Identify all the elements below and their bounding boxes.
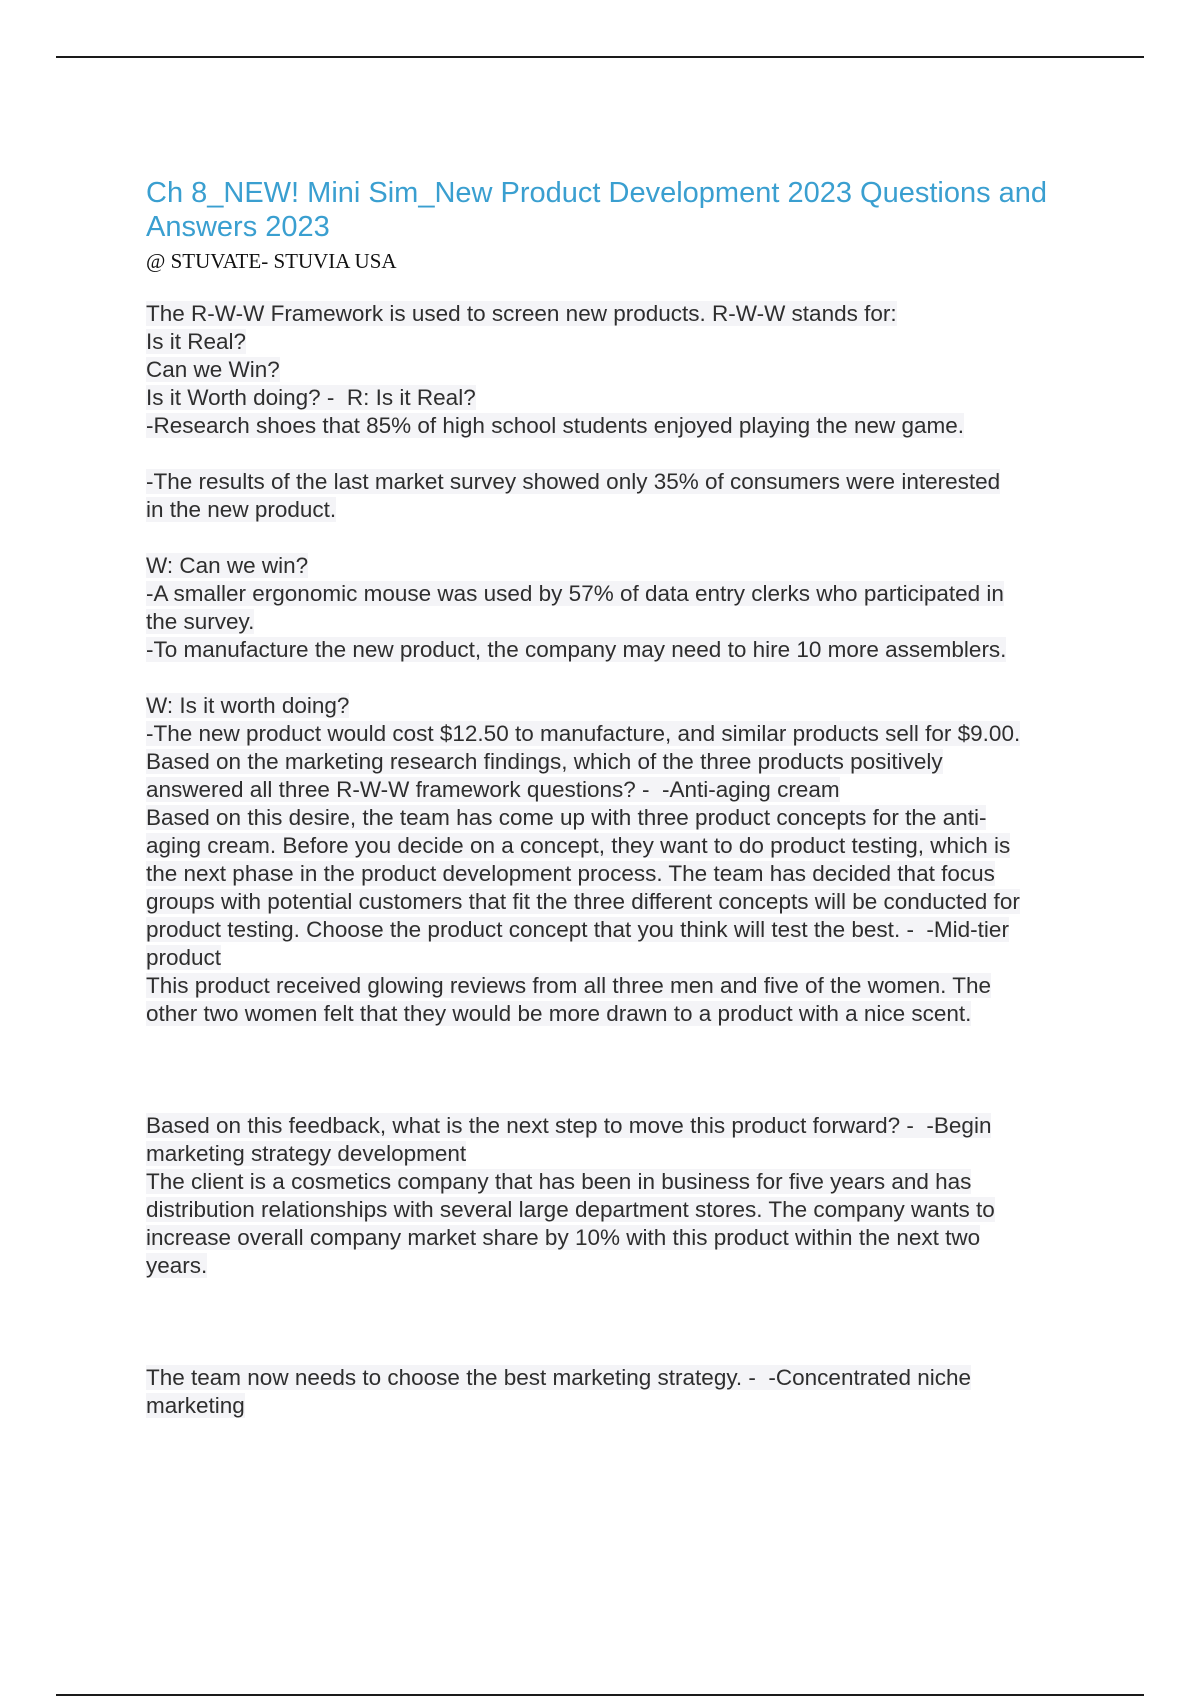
text-line: product [146, 945, 222, 970]
text-line: distribution relationships with several large department stores. The company wants to [146, 1197, 995, 1222]
text-line: groups with potential customers that fit the three different concepts will be conducted for [146, 889, 1020, 914]
text-line: W: Can we win? [146, 553, 309, 578]
text-line: -The results of the last market survey showed only 35% of consumers were interested [146, 469, 1001, 494]
text-line: This product received glowing reviews from all three men and five of the women. The [146, 973, 991, 998]
text-line: answered all three R-W-W framework questions? - -Anti-aging cream [146, 777, 840, 802]
text-line: in the new product. [146, 497, 337, 522]
text-line: -The new product would cost $12.50 to manufacture, and similar products sell for $9.00. [146, 721, 1021, 746]
document-subtitle: @ STUVATE- STUVIA USA [146, 249, 397, 273]
paragraph-gap [146, 524, 1096, 552]
footer-rule [56, 1694, 1144, 1696]
paragraph [146, 468, 1096, 524]
paragraph-gap [146, 1280, 1096, 1364]
text-line: Is it Worth doing? - R: Is it Real? [146, 385, 476, 410]
text-line: marketing strategy development [146, 1141, 467, 1166]
text-line: Based on this feedback, what is the next step to move this product forward? - -Begin [146, 1113, 992, 1138]
qa-content [146, 300, 1096, 1420]
paragraph-gap [146, 664, 1096, 692]
text-line: The R-W-W Framework is used to screen new products. R-W-W stands for: [146, 301, 897, 326]
text-line: increase overall company market share by 10% with this product within the next two [146, 1225, 981, 1250]
text-line: Can we Win? [146, 357, 280, 382]
text-line: The client is a cosmetics company that has been in business for five years and has [146, 1169, 972, 1194]
document-body [146, 176, 1096, 1420]
text-line: product testing. Choose the product concept that you think will test the best. - -Mid-tier [146, 917, 1009, 942]
paragraph [146, 1364, 1096, 1420]
text-line: -Research shoes that 85% of high school students enjoyed playing the new game. [146, 413, 965, 438]
text-line: years. [146, 1253, 208, 1278]
paragraph-gap [146, 1028, 1096, 1112]
paragraph-gap [146, 440, 1096, 468]
spacer [146, 274, 1096, 300]
text-line: Is it Real? [146, 329, 247, 354]
text-line: -To manufacture the new product, the company may need to hire 10 more assemblers. [146, 637, 1007, 662]
text-line: The team now needs to choose the best marketing strategy. - -Concentrated niche [146, 1365, 972, 1390]
text-line: the next phase in the product development process. The team has decided that focus [146, 861, 995, 886]
text-line: Based on this desire, the team has come up with three product concepts for the anti- [146, 805, 987, 830]
text-line: Based on the marketing research findings, which of the three products positively [146, 749, 943, 774]
text-line: W: Is it worth doing? [146, 693, 350, 718]
paragraph [146, 692, 1096, 1028]
paragraph [146, 552, 1096, 664]
text-line: other two women felt that they would be more drawn to a product with a nice scent. [146, 1001, 972, 1026]
text-line: the survey. [146, 609, 255, 634]
text-line: marketing [146, 1393, 245, 1418]
paragraph [146, 1112, 1096, 1280]
text-line: aging cream. Before you decide on a concept, they want to do product testing, which is [146, 833, 1011, 858]
text-line: -A smaller ergonomic mouse was used by 57% of data entry clerks who participated in [146, 581, 1004, 606]
header-rule [56, 56, 1144, 58]
document-title: Ch 8_NEW! Mini Sim_New Product Development 2023 Questions and Answers 2023 [146, 177, 1048, 243]
paragraph [146, 300, 1096, 440]
